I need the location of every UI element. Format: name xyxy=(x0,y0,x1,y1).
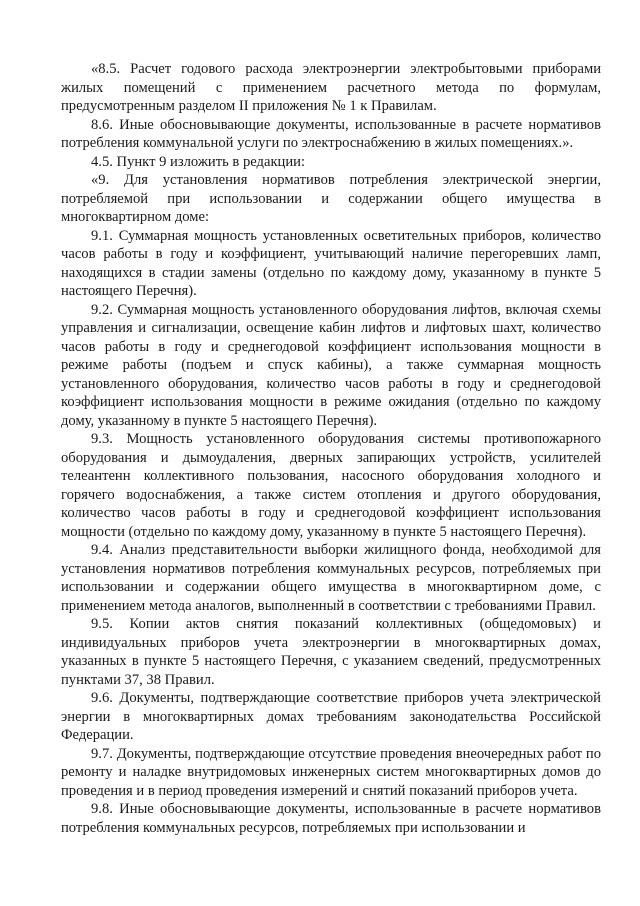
paragraph-8-6: 8.6. Иные обосновывающие документы, использованные в расчете нормативов потребления коммунальной услуги по электроснабжению в жилых помещениях.». xyxy=(61,116,601,151)
paragraph-9-4: 9.4. Анализ представительности выборки жилищного фонда, необходимой для установления нормативов потребления коммунальных ресурсов, потребляемых при использовании и содержании общего имущества в многоквартирном доме, с применением метода аналогов, выполненный в соответствии с требованиями Правил. xyxy=(61,542,601,614)
paragraph-4-5: 4.5. Пункт 9 изложить в редакции: xyxy=(91,153,306,170)
paragraph-9-8: 9.8. Иные обосновывающие документы, использованные в расчете нормативов потребления коммунальных ресурсов, потребляемых при использовании и xyxy=(61,801,601,836)
paragraph-9-5: 9.5. Копии актов снятия показаний коллективных (общедомовых) и индивидуальных приборов учета электроэнергии в многоквартирных домах, указанных в пункте 5 настоящего Перечня, с указанием сведений, предусмотренных пунктами 37, 38 Правил. xyxy=(61,616,601,688)
paragraph-9-6: 9.6. Документы, подтверждающие соответствие приборов учета электрической энергии в многоквартирных домах требованиям законодательства Российской Федерации. xyxy=(61,690,601,743)
document-page xyxy=(61,60,601,837)
paragraph-9-2: 9.2. Суммарная мощность установленного оборудования лифтов, включая схемы управления и сигнализации, освещение кабин лифтов и лифтовых шахт, количество часов работы в году и среднегодовой коэффициент использования мощности в режиме работы (подъем и спуск кабины), а также суммарная мощность установленного оборудования, количество часов работы в году и среднегодовой коэффициент использования мощности в режиме ожидания (отдельно по каждому дому, указанному в пункте 5 настоящего Перечня). xyxy=(61,301,601,429)
paragraph-9-3: 9.3. Мощность установленного оборудования системы противопожарного оборудования и дымоудаления, дверных запирающих устройств, усилителей телеантенн коллективного пользования, насосного оборудования холодного и горячего водоснабжения, а также систем отопления и другого оборудования, количество часов работы в году и среднегодовой коэффициент использования мощности (отдельно по каждому дому, указанному в пункте 5 настоящего Перечня). xyxy=(61,431,601,540)
paragraph-9-1: 9.1. Суммарная мощность установленных осветительных приборов, количество часов работы в году и коэффициент, учитывающий наличие перегоревших ламп, находящихся в стадии замены (отдельно по каждому дому, указанному в пункте 5 настоящего Перечня). xyxy=(61,227,601,299)
paragraph-9-7: 9.7. Документы, подтверждающие отсутствие проведения внеочередных работ по ремонту и наладке внутридомовых инженерных систем многоквартирных домов до проведения и в период проведения измерений и снятий показаний приборов учета. xyxy=(61,745,601,799)
paragraph-9-intro: «9. Для установления нормативов потребления электрической энергии, потребляемой при использовании и содержании общего имущества в многоквартирном доме: xyxy=(61,172,601,225)
paragraph-8-5: «8.5. Расчет годового расхода электроэнергии электробытовыми приборами жилых помещений с применением расчетного метода по формулам, предусмотренным разделом II приложения № 1 к Правилам. xyxy=(61,61,601,114)
